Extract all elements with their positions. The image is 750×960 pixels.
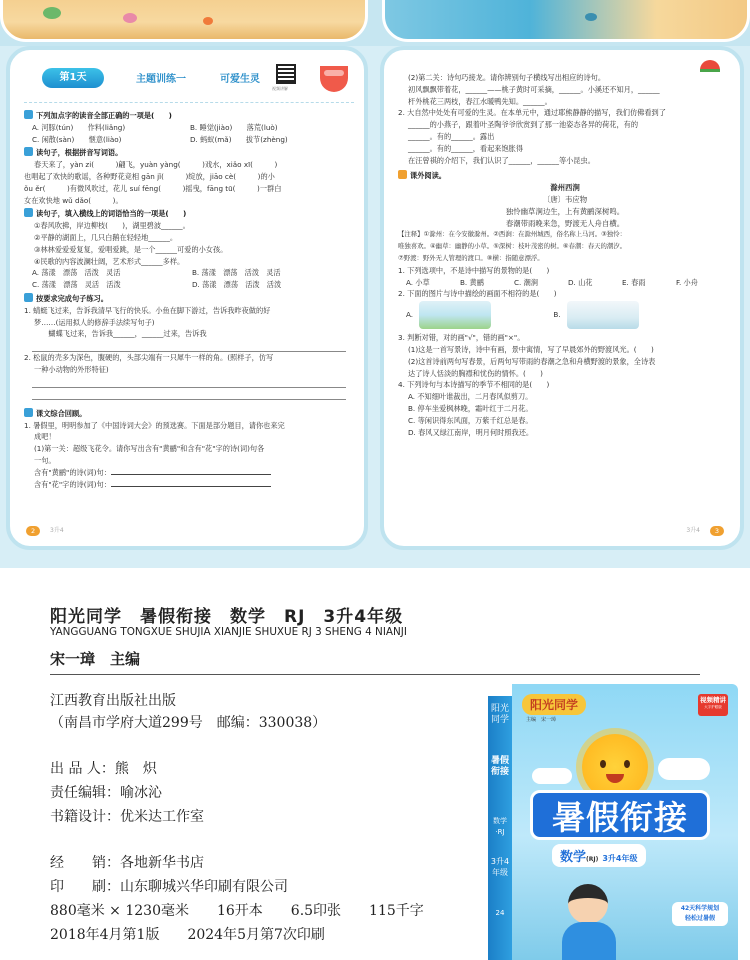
q3-options-row2: C. 荡漾 漂荡 灵活 活泼 D. 荡漾 漂荡 活泼 活泼 — [32, 280, 282, 290]
river-landscape-image — [419, 301, 491, 329]
q5-line: 1. 暑假里，明明参加了《中国诗词大会》的预选赛。下面是部分题目，请你也来完 — [24, 420, 285, 430]
q1-options-row2: C. 闲散(sàn) 惬意(liào) D. 蚂蚁(mǎ) 拔节(zhèng) — [32, 134, 288, 144]
reading-q4-option: D. 春风又绿江南岸，明月何时照我还。 — [408, 427, 534, 437]
question-1: 下列加点字的读音全部正确的一项是( ) — [24, 110, 354, 122]
q3-sentence: ①春风吹拂，岸边柳枝( )，湖里碧波______。 — [34, 221, 190, 231]
page-number: 3 — [710, 526, 724, 536]
cover-editor: 主编 宋一璋 — [526, 717, 557, 723]
student-body — [562, 922, 616, 960]
qr-code-icon[interactable] — [276, 64, 296, 84]
question-2: 读句子，根据拼音写词语。 — [24, 147, 354, 159]
q2-line: 春天来了，yàn zi( )翩飞，yuàn yàng( )戏水，xiǎo xī( ) — [34, 160, 278, 170]
text-line: ______。有的______，看起来饱胀得 — [408, 143, 524, 153]
cloud-icon — [532, 768, 572, 784]
reading-q4-option: A. 不知细叶谁裁出，二月春风似剪刀。 — [408, 392, 533, 402]
reading-q1: 1. 下列选项中，不是诗中描写的景物的是( ) — [398, 265, 550, 275]
spine-number: 24 — [495, 909, 505, 917]
watermelon-drink-icon — [320, 66, 348, 92]
plant-icon — [43, 7, 61, 19]
text-line: 初风飘飘带着花，______——桃子黄时可采摘，______。小溪还不知月，______ — [408, 84, 660, 94]
crab-icon — [203, 17, 213, 25]
q3-options-row1: A. 荡漾 漂荡 活泼 灵活 B. 荡漾 漂荡 活泼 灵活 — [32, 268, 281, 278]
editor: 责任编辑：喻冰沁 — [50, 785, 162, 801]
text-line: ______的小燕子，跟着叶圣陶爷爷欣赏到了那一池姿态各异的荷花，有的 — [408, 120, 639, 130]
poem-note: ⑦野渡：野外无人管理的渡口。⑧横：指随意漂浮。 — [398, 253, 544, 262]
spine-logo: 阳光同学 — [490, 704, 509, 725]
reading-section: 课外阅读。 — [398, 170, 732, 182]
page-grade: 3升4 — [686, 527, 700, 534]
topic-title: 主题训练一 — [136, 74, 186, 85]
q4-line: 蝴蝶飞过来，告诉我______，______过来，告诉我 — [34, 329, 207, 339]
reading-q3-item: (1)这是一首写景诗，诗中有画，景中寓情，写了早晨郊外的野渡风光。( ) — [408, 344, 654, 354]
designer: 书籍设计：优米达工作室 — [50, 809, 204, 825]
publisher: 江西教育出版社出版 — [50, 693, 176, 709]
q4-line: 2. 松鼠的壳多为深色，腹硬的，头部尖端有一只犀牛一样的角。(照样子，仿写 — [24, 353, 274, 363]
topic-name: 可爱生灵 — [220, 74, 260, 85]
poem-line: 独怜幽草涧边生，上有黄鹂深树鸣。 — [505, 206, 625, 216]
cloud-icon — [658, 758, 710, 780]
q3-sentence: ④民歌的内容波澜壮阔，艺术形式______多样。 — [34, 256, 185, 266]
text-line: (2)第二关：诗句巧接龙。请你辨别句子横线写出相应的诗句。 — [408, 73, 606, 82]
q5-answer-row: 含有"花"字的诗(词)句： — [24, 479, 354, 491]
producer: 出 品 人：熊 炽 — [50, 761, 157, 777]
poem-author: 〔唐〕韦应物 — [542, 194, 588, 204]
section-marker-icon — [24, 408, 33, 417]
reading-q2-images: A. B. — [398, 300, 732, 332]
info-divider — [50, 674, 700, 675]
printer: 印 刷：山东聊城兴华印刷有限公司 — [50, 879, 288, 895]
q3-sentence: ②平静的湖面上，几只白鹅在轻轻地______。 — [34, 232, 178, 242]
days-badge: 42天科学规划 轻松过暑假 — [672, 902, 728, 926]
book-title: 阳光同学 暑假衔接 数学 RJ 3升4年级 — [50, 607, 404, 627]
section-marker-icon — [24, 208, 33, 217]
distributor: 经 销：各地新华书店 — [50, 855, 204, 871]
reading-q4: 4. 下列诗句与本诗描写的季节不相同的是( ) — [398, 380, 550, 390]
question-4: 按要求完成句子练习。 — [24, 293, 354, 305]
left-page-content — [24, 108, 354, 490]
brand-logo: 阳光同学 — [522, 694, 586, 715]
page-header — [24, 64, 354, 98]
q2-line: 女在欢快地 wǔ dǎo( )。 — [24, 195, 123, 205]
q1-options-row1: A. 河豚(tún) 作料(liǎng) B. 睡觉(jiào) 落荒(luò) — [32, 122, 278, 132]
section-marker-icon — [24, 110, 33, 119]
qr-caption: 视频讲解 — [272, 86, 288, 91]
q3-sentence: ③林林爱爱爱复复，爱唱爱跳，是一个______可爱的小女孩。 — [34, 244, 228, 254]
question-5: 课文综合回顾。 — [24, 408, 354, 420]
q2-line: ǒu ěr( )有微风吹过，花儿 suí fēng( )摇曳，fāng tū( )一群白 — [24, 183, 282, 193]
cover-front — [512, 684, 738, 960]
poem-note: 唯独喜欢。④幽草：幽静的小草。⑤深树：枝叶茂密的树。⑥春潮：春天的潮汐。 — [398, 242, 627, 251]
text-line: 2. 大自然中处处有可爱的生灵。在本单元中，通过耶熊静静的描写，我们仿佛看到了 — [398, 108, 666, 118]
reading-q4-option: C. 等闲识得东风面，万紫千红总是春。 — [408, 415, 533, 425]
page-number: 2 — [26, 526, 40, 536]
section-marker-icon — [24, 293, 33, 302]
right-page-content — [398, 72, 732, 438]
answer-line[interactable] — [32, 378, 346, 388]
text-line: ______。有的______。露出 — [408, 131, 495, 141]
spine-title: 暑假衔接 — [490, 756, 509, 777]
q4-line: 梦……(运用拟人的修辞手法续写句子) — [34, 317, 155, 327]
day-badge: 第1天 — [42, 68, 104, 88]
poem-line: 春潮带雨晚来急，野渡无人舟自横。 — [505, 218, 625, 228]
sun-mouth — [606, 774, 624, 783]
q5-line: (1)第一关：超级飞花令。请你写出含有"黄鹂"和含有"花"字的诗(词)句各 — [34, 444, 265, 454]
spine-subject: 数学·RJ — [493, 817, 507, 836]
q5-answer-row: 含有"黄鹂"的诗(词)句： — [24, 467, 354, 479]
copyright-page — [0, 568, 750, 960]
sun-eye — [624, 760, 630, 768]
text-line: 杆外桃花三两枝，春江水暖鸭先知。______。 — [408, 96, 552, 106]
book-cover — [488, 684, 738, 960]
reading-q3-item: (2)这首诗前两句写春景，后两句写带雨的春潮之急和舟横野渡的景象，全诗表 — [408, 356, 656, 366]
left-workbook-page — [6, 46, 368, 550]
shell-icon — [123, 13, 137, 23]
reading-q3: 3. 判断对错，对的画"√"，错的画"×"。 — [398, 333, 525, 343]
poem-note: 【注释】①滁州：在今安徽滁州。②西涧：在滁州城西，俗名称上马河。③独怜： — [398, 230, 627, 239]
reading-q3-item: 达了诗人恬淡的胸襟和忧伤的情怀。( ) — [408, 368, 543, 378]
publisher-address: （南昌市学府大道299号 邮编：330038） — [50, 715, 327, 731]
cover-subject: 数学(RJ) 3升4年级 — [552, 844, 646, 867]
spine-grade: 3升4年级 — [490, 857, 510, 877]
header-divider — [24, 102, 354, 103]
q2-line: 也唱起了欢快的歌谣，各种野花竞相 gān jǐ( )绽放，jiāo cè( )的小 — [24, 171, 275, 181]
q4-line: 一种小动物的外形特征) — [34, 364, 109, 374]
text-line: 在汪曾祺的介绍下，我们认识了______，______等小昆虫。 — [408, 155, 595, 165]
crab-icon — [585, 13, 597, 21]
section-marker-icon — [398, 170, 407, 179]
q4-line: 1. 蜻蜓飞过来，告诉我清早飞行的快乐。小鱼在脚下游过，告诉我昨夜做的好 — [24, 305, 271, 315]
book-specs: 880毫米 × 1230毫米 16开本 6.5印张 115千字 — [50, 903, 424, 919]
poem-title: 滁州西涧 — [550, 183, 580, 193]
reading-q4-option: B. 停车坐爱枫林晚，霜叶红于二月花。 — [408, 403, 533, 413]
beach-illustration-right — [382, 0, 750, 42]
book-author: 宋一璋 主编 — [50, 650, 141, 668]
answer-blank[interactable] — [111, 486, 271, 487]
book-spine — [488, 696, 512, 960]
student-character-icon — [568, 884, 608, 924]
boat-landscape-image — [567, 301, 639, 329]
page-grade: 3升4 — [50, 527, 64, 534]
video-badge: 视频精讲 大字护眼版 — [698, 694, 728, 716]
answer-line[interactable] — [32, 390, 346, 400]
section-marker-icon — [24, 147, 33, 156]
top-banner — [0, 0, 750, 46]
book-title-pinyin: YANGGUANG TONGXUE SHUJIA XIANJIE SHUXUE RJ 3 SHENG 4 NIANJI — [50, 626, 407, 638]
sun-eye — [600, 760, 606, 768]
q5-line: 成吧！ — [34, 432, 56, 442]
question-3: 读句子，填入横线上的词语恰当的一项是( ) — [24, 208, 354, 220]
q5-line: 一句。 — [34, 455, 56, 465]
book-editions: 2018年4月第1版 2024年5月第7次印刷 — [50, 927, 325, 943]
reading-q1-options: A. 小草 B. 黄鹂 C. 潮涧 D. 山花 E. 春雨 F. 小舟 — [406, 277, 698, 287]
answer-blank[interactable] — [111, 474, 271, 475]
reading-q2: 2. 下面的图片与诗中描绘的画面不相符的是( ) — [398, 289, 557, 299]
watermelon-icon — [700, 60, 720, 72]
cover-title: 暑假衔接 — [530, 790, 710, 840]
beach-illustration-left — [0, 0, 368, 42]
answer-line[interactable] — [32, 342, 346, 352]
right-workbook-page — [380, 46, 744, 550]
